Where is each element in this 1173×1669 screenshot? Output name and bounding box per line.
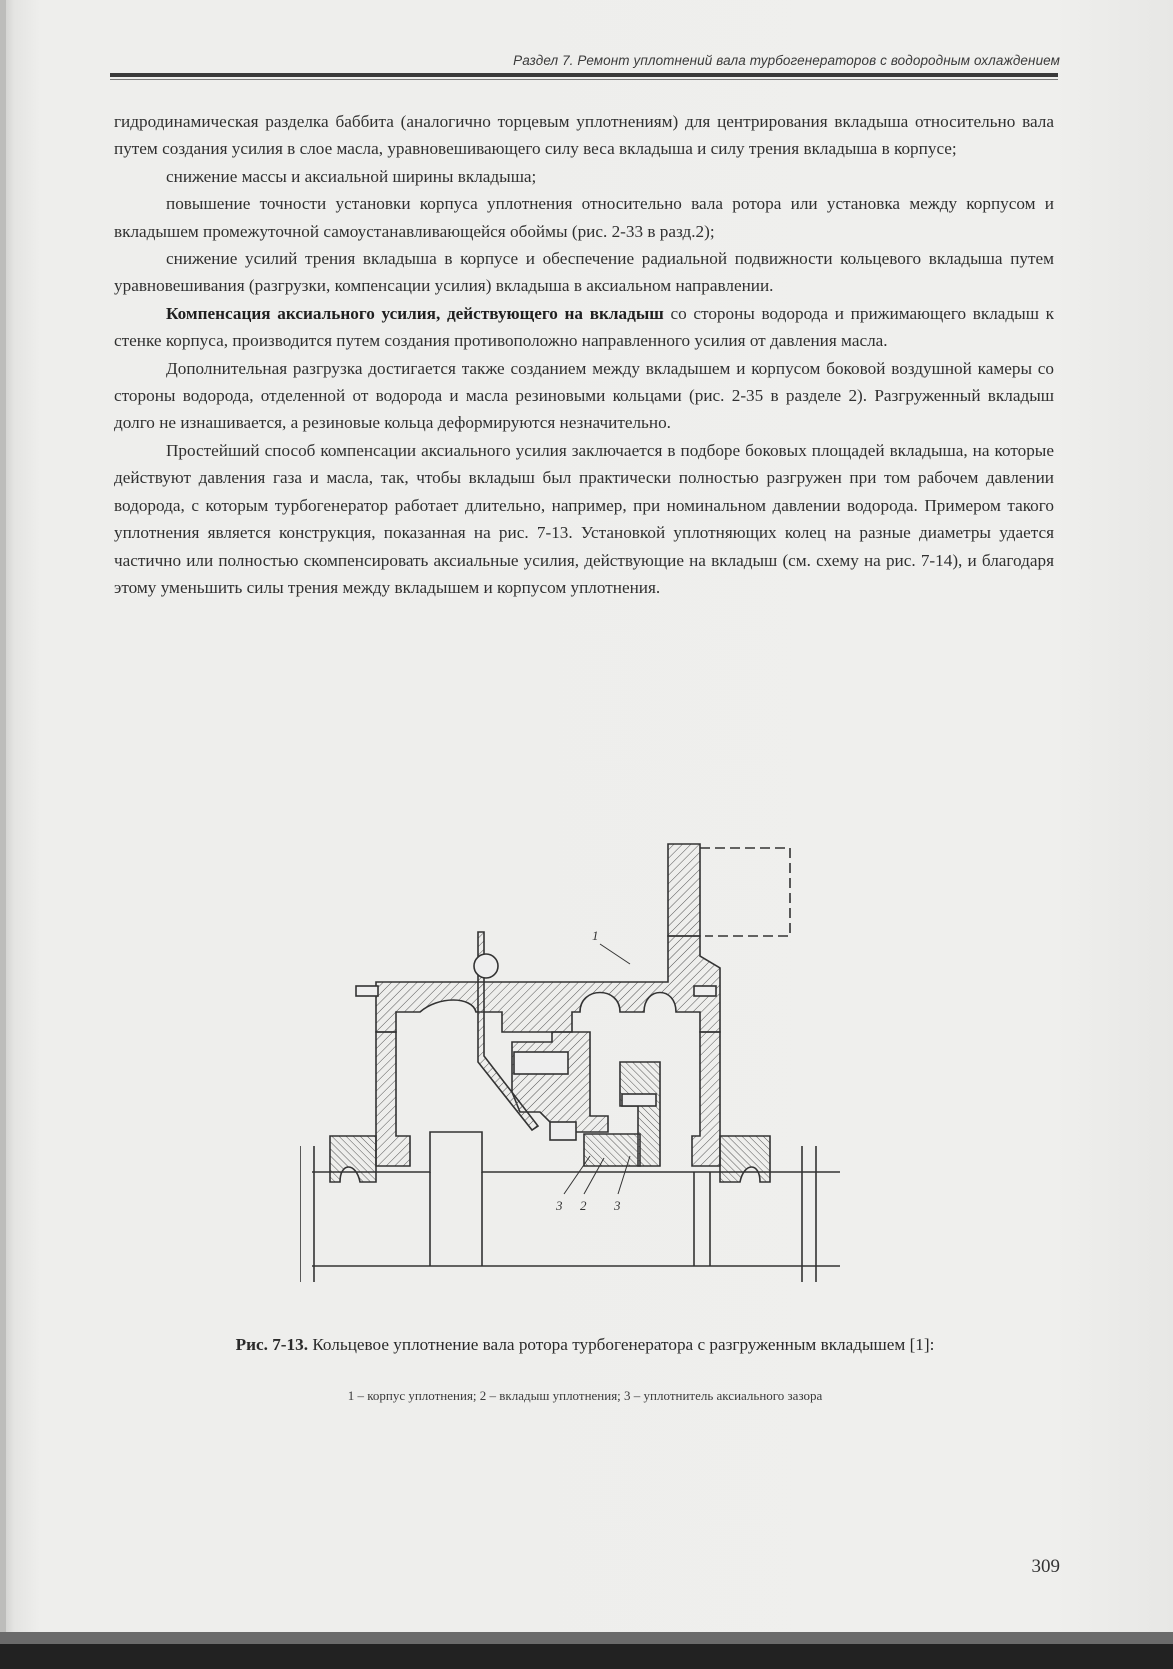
paragraph-5 <box>114 300 1054 355</box>
figure-legend: 1 – корпус уплотнения; 2 – вкладыш уплотнения; 3 – уплотнитель аксиального зазора <box>347 1388 823 1403</box>
leader-3a <box>564 1156 590 1194</box>
paragraph-7: Простейший способ компенсации аксиального усилия заключается в подборе боковых площадей вкладыша, на которые действуют давления газа и масла, так, чтобы вкладыш был практически полностью разгружен при том рабочем давлении водорода, с которым турбогенератор работает длительно, например, при номинальном давлении водорода. Примером такого уплотнения является конструкция, показанная на рис. 7-13. Установкой уплотняющих колец на разные диаметры удается частично или полностью скомпенсировать аксиальные усилия, действующие на вкладыш (см. схему на рис. 7-14), и благодаря этому уменьшить силы трения между вкладышем и корпусом уплотнения. <box>114 440 1054 597</box>
body-text <box>114 108 1054 601</box>
scan-bottom-shadow <box>0 1632 1173 1644</box>
label-3a: 3 <box>556 1198 563 1213</box>
caption-number: Рис. 7-13. <box>235 1335 309 1354</box>
housing-flange <box>668 844 700 936</box>
header-rule <box>110 73 1058 77</box>
screw-lower <box>550 1122 576 1140</box>
page-number: 309 <box>1031 1556 1060 1577</box>
housing-right-wall <box>692 1032 720 1166</box>
scan-bottom-edge <box>0 1632 1173 1669</box>
caption-text: Кольцевое уплотнение вала ротора турбогенератора с разгруженным вкладышем [1]: <box>308 1335 935 1354</box>
labyrinth-left <box>330 1136 376 1182</box>
casing-outline <box>700 848 790 936</box>
paragraph-2: снижение массы и аксиальной ширины вкладыша; <box>166 166 537 186</box>
paragraph-4: снижение усилий трения вкладыша в корпусе и обеспечение радиальной подвижности кольцевого вкладыша путем уравновешивания (разгрузки, компенсации усилия) вкладыша в аксиальном направлении. <box>114 249 1054 296</box>
screw-center <box>514 1052 568 1074</box>
label-3b: 3 <box>614 1198 621 1213</box>
seal-drawing <box>300 836 860 1316</box>
running-head: Раздел 7. Ремонт уплотнений вала турбогенераторов с водородным охлаждением <box>513 53 1060 68</box>
header-rule-thin <box>110 79 1058 80</box>
figure-caption <box>150 1333 1020 1357</box>
housing-body <box>376 936 720 1032</box>
label-2: 2 <box>580 1198 587 1213</box>
paragraph-3: повышение точности установки корпуса уплотнения относительно вала ротора или установка между корпусом и вкладышем промежуточной самоустанавливающейся обоймы (рис. 2-33 в разд.2); <box>114 194 1054 241</box>
housing-left-wall <box>376 1032 410 1166</box>
labyrinth-right <box>720 1136 770 1182</box>
paragraph-1: гидродинамическая разделка баббита (аналогично торцевым уплотнениям) для центрирования вкладыша относительно вала путем создания усилия в слое масла, уравновешивающего силу веса вкладыша и силу трения вкладыша в корпусе; <box>114 112 1054 159</box>
screw-left <box>356 986 378 996</box>
paragraph-5-rest: со стороны водорода и прижимающего вкладыш к стенке корпуса, производится путем создания противоположно направленного усилия от давления масла. <box>114 303 1055 351</box>
screw-block <box>622 1094 656 1106</box>
leader-1 <box>600 944 630 964</box>
paragraph-6: Дополнительная разгрузка достигается также созданием между вкладышем и корпусом боковой воздушной камеры со стороны водорода, отделенной от водорода и масла резиновыми кольцами (рис. 2-35 в разделе 2). Разгруженный вкладыш долго не изнашивается, а резиновые кольца деформируются незначительно. <box>114 358 1054 433</box>
screw-right <box>694 986 716 996</box>
liner <box>584 1134 640 1166</box>
page-spine-shadow <box>0 0 6 1669</box>
bolt-head <box>474 954 498 978</box>
paragraph-5-bold: Компенсация аксиального усилия, действующего на вкладыш <box>166 303 664 323</box>
label-1: 1 <box>592 928 599 943</box>
